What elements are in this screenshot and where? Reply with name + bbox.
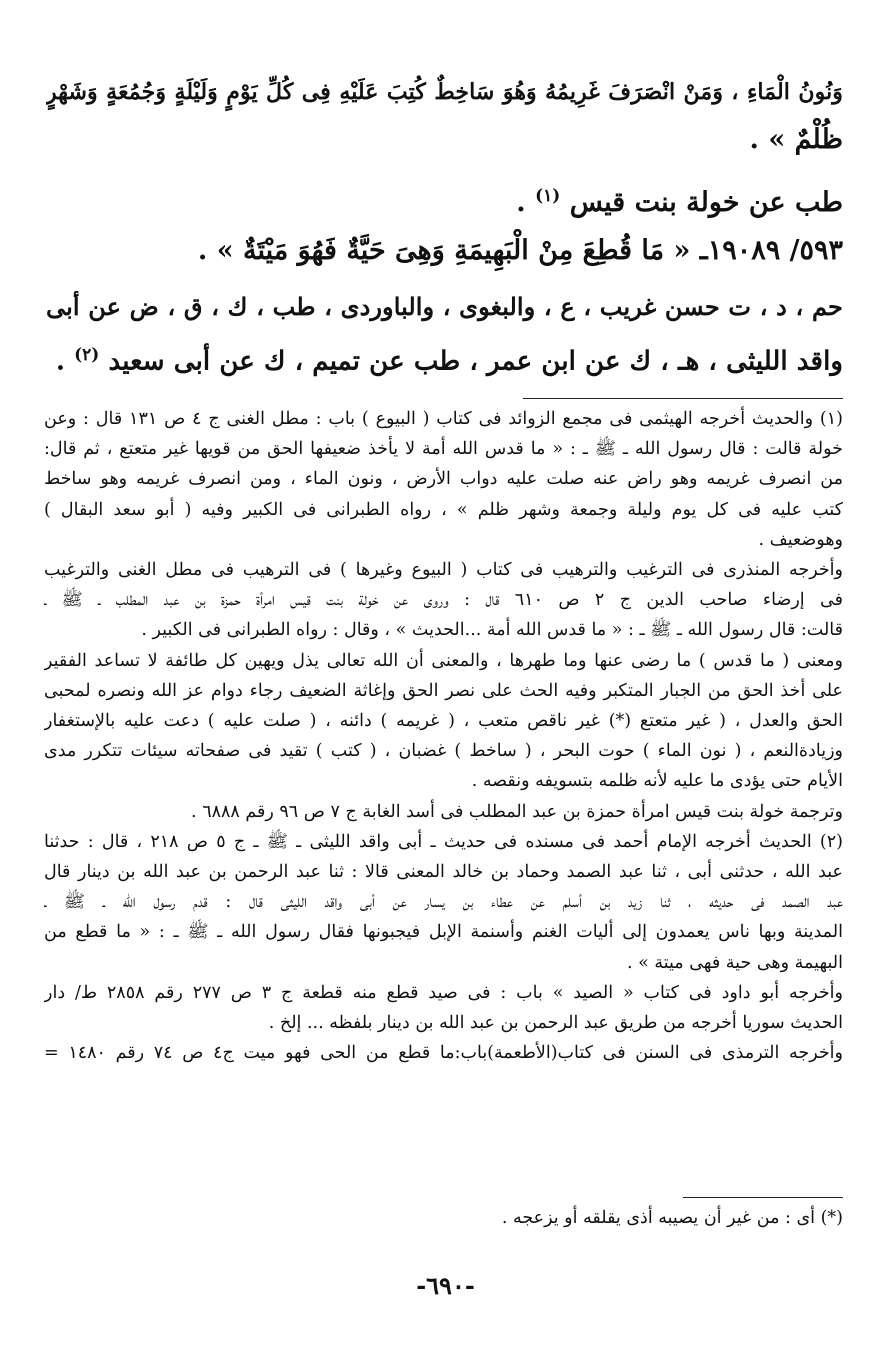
footnote-marker: (٢) (74, 345, 100, 365)
footnote-line: وأخرجه الترمذى فى السنن فى كتاب(الأطعمة)باب:ما قطع من الحى فهو ميت ج٤ ص ٧٤ رقم ١٤٨٠ = (44, 1043, 843, 1064)
main-text (46, 68, 843, 386)
footnote-line: عبد الصمد فى حديثه ، ثنا زيد بن أسلم عن عطاء بن يسار عن أبى واقد الليثى قال : قدم رسول الله ـ ﷺ ـ (44, 892, 843, 913)
asterisk-note: (*) أى : من غير أن يصيبه أذى يقلقه أو يزعجه . (501, 1208, 843, 1228)
footnote-line: قالت: قال رسول الله ـ ﷺ ـ : « ما قدس الله أمة ...الحديث » ، وقال : رواه الطبرانى فى الكبير . (141, 620, 843, 641)
footnote-line: ومعنى ( ما قدس ) ما رضى عنها وما طهرها ، والمعنى أن الله تعالى يذل ويهين كل طائفة لا تساعد الفقير (44, 650, 843, 671)
hadith-line: ٥٩٣/ ١٩٠٨٩ـ « مَا قُطِعَ مِنْ الْبَهِيمَةِ وَهِىَ حَيَّةٌ فَهُوَ مَيْتَةٌ » . (197, 235, 843, 266)
main-line-source (46, 172, 843, 227)
footnote-line: الأيام حتى يؤدى ما عليه لأنه ظلمه بتسويفه ونقصه . (471, 771, 843, 792)
footnote-line: (١) والحديث أخرجه الهيثمى فى مجمع الزوائد فى كتاب ( البيوع ) باب : مطل الغنى ج ٤ ص ١٣١ قال : وعن (44, 409, 843, 429)
footnote-line: خولة قالت : قال رسول الله ـ ﷺ ـ : « ما قدس الله أمة لا يأخذ ضعيفها الحق من قويها غير متعتع ، ثم قال: (44, 439, 843, 460)
footnote-line: الحق والعدل ، ( غير متعتع (*) غير ناقص متعب ، ( غريمه ) دائنه ، ( صلت عليه ) دعت عليه بالإستغفار (44, 711, 843, 732)
footnotes (44, 404, 843, 1068)
footnote-line: المدينة وبها ناس يعمدون إلى أليات الغنم وأسنمة الإبل فيجبونها فقال رسول الله ـ ﷺ ـ : « ما قطع من (44, 922, 843, 943)
footnote-line: وأخرجه المنذرى فى الترغيب والترهيب فى كتاب ( البيوع وغيرها ) فى الترهيب فى مطل الغنى والترغيب (44, 560, 843, 581)
footnote-divider (523, 398, 843, 399)
main-line: ظُلْمٌ » . (749, 124, 843, 155)
page-number: -٦٩٠- (416, 1271, 475, 1300)
footnote-line: كتب عليه فى كل يوم وليلة وجمعة وشهر ظلم » ، رواه الطبرانى فى الكبير وفيه ( أبو سعد البقال ) (44, 499, 843, 520)
main-line-source (46, 331, 843, 386)
asterisk-divider (683, 1197, 843, 1198)
footnote-line: وزيادةالنعم ، ( نون الماء ) حوت البحر ، ( ساخط ) غضبان ، ( كتب ) تقيد فى صفحاته سيئات تتكرر مدى (44, 741, 843, 762)
footnote-line: وهوضعيف . (758, 529, 843, 550)
footnote-line: البهيمة وهى حية فهى ميتة » . (626, 952, 843, 973)
source-text: طب عن خولة بنت قيس (569, 187, 843, 218)
footnote-line: وترجمة خولة بنت قيس امرأة حمزة بن عبد المطلب فى أسد الغابة ج ٧ ص ٩٦ رقم ٦٨٨٨ . (191, 801, 843, 822)
main-line-sources: حم ، د ، ت حسن غريب ، ع ، والبغوى ، والباوردى ، طب ، ك ، ق ، ض عن أبى (46, 292, 843, 321)
footnote-marker: (١) (535, 186, 561, 206)
source-text: واقد الليثى ، هـ ، ك عن ابن عمر ، طب عن تميم ، ك عن أبى سعيد (108, 345, 843, 377)
footnote-line: على أخذ الحق من الجبار المتكبر وفيه الحث على نصر الحق وإغاثة الضعيف رجاء دوام عز الله ونصره لمحبى (44, 680, 843, 701)
footnote-line: عبد الله ، حدثنى أبى ، ثنا عبد الصمد وحماد بن خالد المعنى قالا : ثنا عبد الرحمن بن عبد الله بن دينار قال (44, 862, 843, 883)
footnote-line: من انصرف غريمه وهو راض عنه صلت عليه دواب الأرض ، ونون الماء ، ومن انصرف غريمه وهو ساخط (44, 469, 843, 490)
footnote-line: فى إرضاء صاحب الدين ج ٢ ص ٦١٠ قال : وروى عن خولة بنت قيس امرأة حمزة بن عبد المطلب ـ ﷺ ـ (44, 590, 843, 611)
punctuation: . (516, 187, 536, 218)
main-line: وَنُونُ الْمَاءِ ، وَمَنْ انْصَرَفَ غَرِيمُهُ وَهُوَ سَاخِطٌ كُتِبَ عَلَيْهِ فِى كُلِّ يَوْمٍ وَلَيْلَةٍ وَجُمُعَةٍ وَشَهْرٍ (46, 79, 843, 105)
punctuation: . (55, 345, 75, 377)
footnote-line: وأخرجه أبو داود فى كتاب « الصيد » باب : فى صيد قطع منه قطعة ج ٣ ص ٢٧٧ رقم ٢٨٥٨ ط/ دار (44, 982, 843, 1003)
footnote-line: (٢) الحديث أخرجه الإمام أحمد فى مسنده فى حديث ـ أبى واقد الليثى ـ ﷺ ـ ج ٥ ص ٢١٨ ، قال : حدثنا (44, 831, 843, 852)
footnote-line: الحديث سوريا أخرجه من طريق عبد الرحمن بن عبد الله بن دينار بلفظه ... إلخ . (268, 1013, 843, 1034)
